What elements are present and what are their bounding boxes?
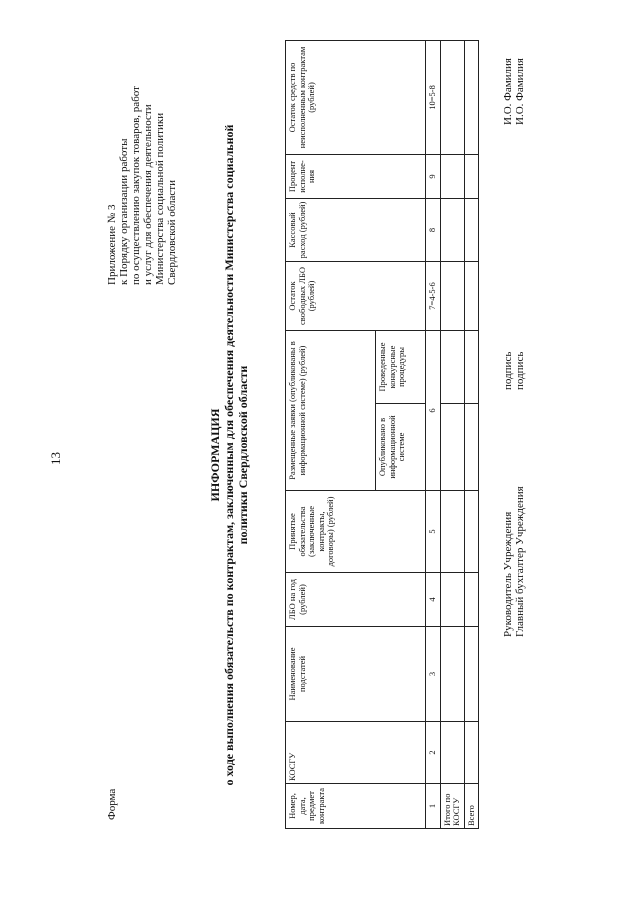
column-number: 5 — [426, 491, 441, 573]
signature-placeholder: подпись — [514, 351, 526, 390]
header-procedures: Проведенные конкурсные процедуры — [376, 330, 426, 403]
column-number: 10=5-8 — [426, 40, 441, 154]
header-remaining: Остаток средств по неисполненным контрактам (рублей) — [286, 40, 426, 154]
table-row — [464, 40, 479, 828]
header-applications: Размещенные заявки (опубликованы в информационной системе) (рублей) — [286, 330, 376, 490]
column-number: 9 — [426, 154, 441, 198]
header-free-lbo: Остаток свободных ЛБО (рублей) — [286, 261, 426, 330]
column-number: 6 — [426, 330, 441, 490]
appendix-line: Свердловской области — [166, 180, 178, 285]
table-cell — [464, 491, 479, 573]
signature-placeholders — [502, 352, 526, 390]
signer-name: И.О. Фамилия — [514, 58, 526, 125]
column-number: 3 — [426, 627, 441, 722]
appendix-block — [106, 15, 178, 285]
table-cell — [464, 261, 479, 330]
header-obligations: Принятые обязательства (заключенные контракты, договоры) (рублей) — [286, 491, 426, 573]
column-number: 4 — [426, 573, 441, 627]
table-cell — [440, 491, 464, 573]
form-label: Форма — [106, 788, 118, 820]
table-cell — [464, 198, 479, 261]
table-cell — [464, 722, 479, 784]
table-cell — [440, 404, 464, 491]
signature-block — [502, 486, 526, 637]
appendix-line: по осуществлению закупок товаров, работ — [130, 86, 142, 285]
signature-placeholder: подпись — [502, 351, 514, 390]
table-cell — [440, 40, 464, 154]
table-cell — [440, 573, 464, 627]
column-number: 1 — [426, 784, 441, 829]
appendix-line: к Порядку организации работы — [118, 138, 130, 285]
header-cash-expense: Кассовый расход (рублей) — [286, 198, 426, 261]
heading-title: ИНФОРМАЦИЯ — [208, 408, 222, 502]
table-cell — [464, 40, 479, 154]
table-cell — [440, 330, 464, 403]
head-label: Руководитель Учреждения — [502, 511, 514, 637]
header-lbo: ЛБО на год (рублей) — [286, 573, 426, 627]
table-cell — [464, 627, 479, 722]
appendix-line: и услуг для обеспечения деятельности — [142, 104, 154, 285]
signature-names — [502, 58, 526, 125]
row-label: Итого по КОСГУ — [440, 784, 464, 829]
page-number: 13 — [48, 452, 63, 465]
table-cell — [440, 722, 464, 784]
appendix-line: Министерства социальной политики — [154, 112, 166, 285]
header-published: Опубликовано в информационной системе — [376, 404, 426, 491]
table-cell — [464, 573, 479, 627]
column-number: 8 — [426, 198, 441, 261]
header-kosgu: КОСГУ — [286, 722, 426, 784]
header-subarticles: Наименование подстатей — [286, 627, 426, 722]
table-cell — [464, 330, 479, 403]
column-number: 7=4-5-6 — [426, 261, 441, 330]
table-cell — [440, 198, 464, 261]
table-row — [440, 40, 464, 828]
column-number: 2 — [426, 722, 441, 784]
contracts-table — [285, 40, 479, 829]
table-cell — [440, 627, 464, 722]
document-heading — [208, 95, 250, 815]
accountant-label: Главный бухгалтер Учреждения — [514, 486, 526, 637]
table-cell — [440, 154, 464, 198]
heading-subtitle: о ходе выполнения обязательств по контрактам, заключенным для обеспечения деятельности Министерства социальной — [222, 124, 236, 786]
row-label: Всего — [464, 784, 479, 829]
appendix-line: Приложение № 3 — [106, 204, 118, 285]
header-contract: Номер, дата, предмет контракта — [286, 784, 426, 829]
header-percent: Процент исполне- ния — [286, 154, 426, 198]
table-cell — [440, 261, 464, 330]
table-cell — [464, 154, 479, 198]
heading-subtitle: политики Свердловской области — [236, 365, 250, 545]
signer-name: И.О. Фамилия — [502, 58, 514, 125]
table-cell — [464, 404, 479, 491]
